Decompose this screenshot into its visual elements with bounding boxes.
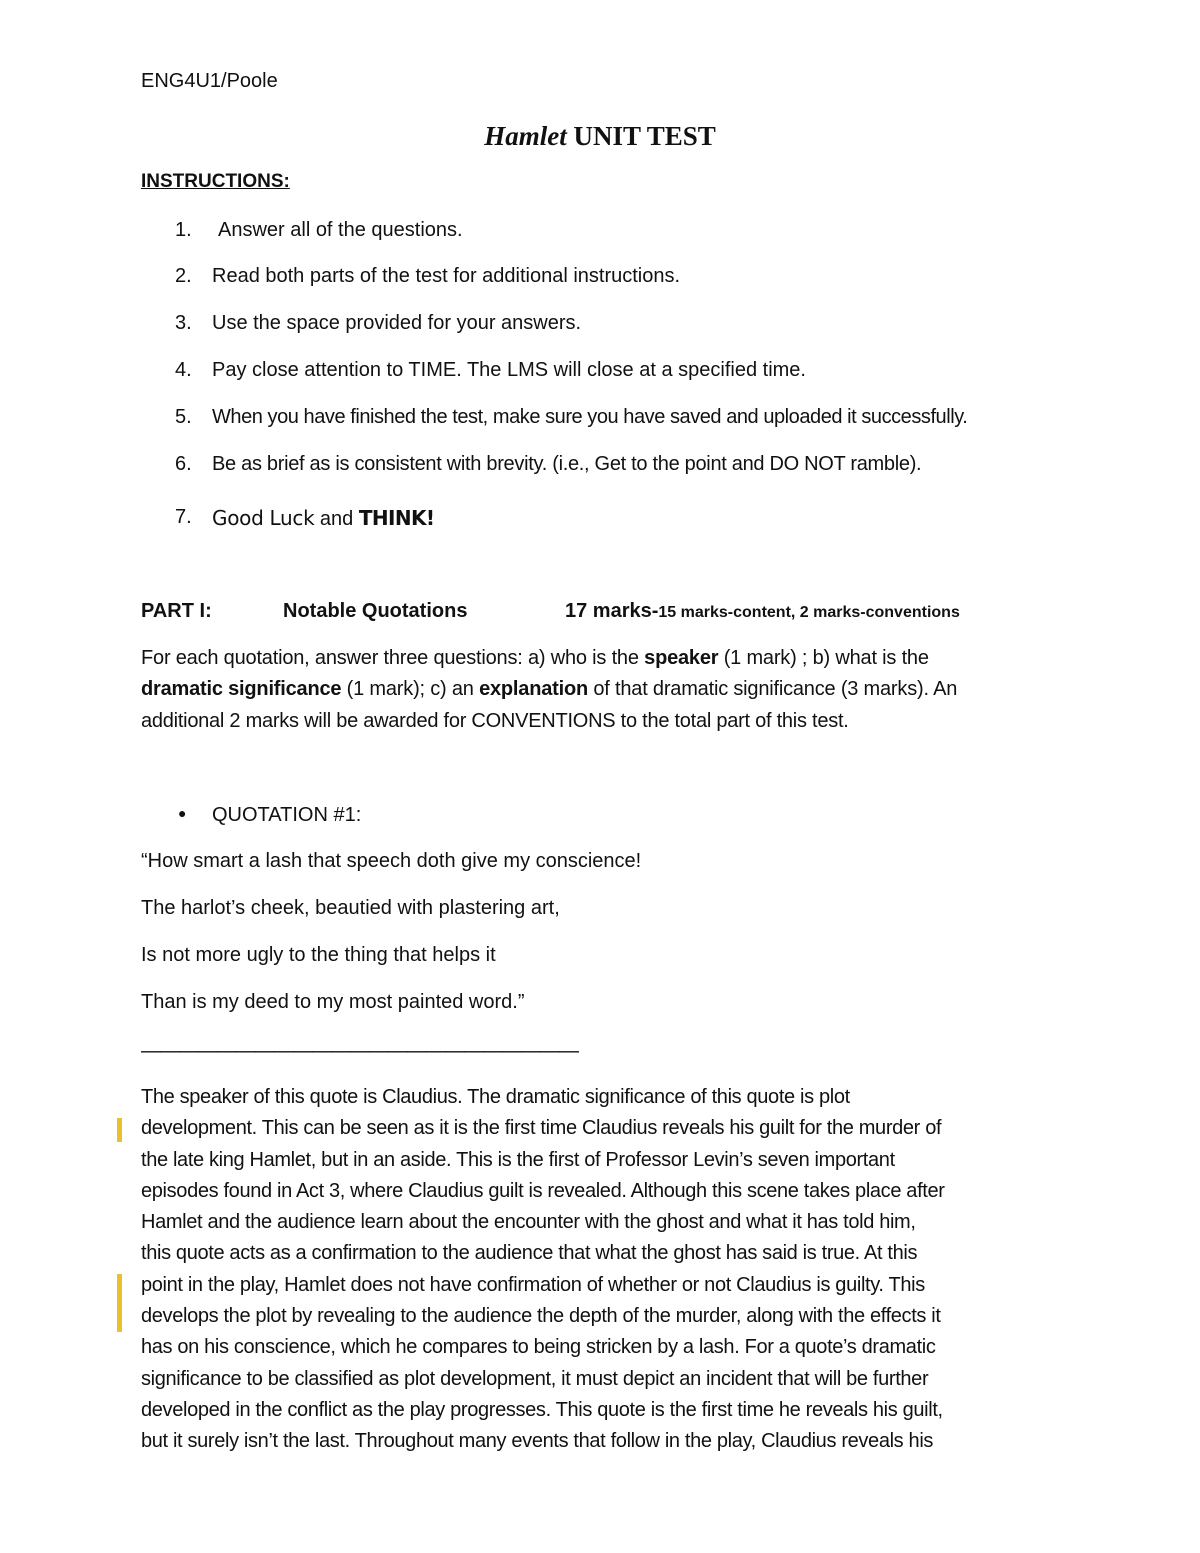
description-line: additional 2 marks will be awarded for CONVENTIONS to the total part of this test. [141, 709, 849, 732]
description-line: dramatic significance (1 mark); c) an explanation of that dramatic significance (3 marks). An [141, 678, 958, 701]
list-item-number: 5. [175, 406, 192, 428]
part-marks-total: 17 marks- [565, 600, 659, 622]
list-item-text: Be as brief as is consistent with brevity. (i.e., Get to the point and DO NOT ramble). [212, 453, 922, 475]
explanation-emphasis: explanation [479, 678, 588, 701]
list-item-number: 6. [175, 453, 192, 475]
comment-marker[interactable] [117, 1118, 122, 1142]
part-marks [565, 600, 960, 623]
title-play-name: Hamlet [484, 121, 567, 151]
answer-line: developed in the conflict as the play progresses. This quote is the first time he reveals his guilt, [141, 1398, 943, 1421]
answer-line: this quote acts as a confirmation to the audience that what the ghost has said is true. At this [141, 1242, 918, 1265]
good-luck-text: Good Luck [212, 506, 315, 530]
list-item-text: Answer all of the questions. [218, 219, 463, 241]
quote-line: The harlot’s cheek, beautied with plastering art, [141, 897, 560, 919]
instructions-heading: INSTRUCTIONS: [141, 171, 290, 192]
list-item-number: 4. [175, 359, 192, 381]
answer-line: point in the play, Hamlet does not have confirmation of whether or not Claudius is guilty. This [141, 1273, 925, 1296]
quote-line: Is not more ugly to the thing that helps it [141, 944, 496, 966]
quote-line: Than is my deed to my most painted word.” [141, 991, 525, 1013]
answer-line: the late king Hamlet, but in an aside. This is the first of Professor Levin’s seven important [141, 1148, 895, 1171]
list-item-text: Use the space provided for your answers. [212, 312, 582, 334]
answer-line: episodes found in Act 3, where Claudius guilt is revealed. Although this scene takes place after [141, 1179, 945, 1202]
list-item-number: 2. [175, 265, 192, 287]
answer-line: Hamlet and the audience learn about the encounter with the ghost and what it has told him, [141, 1211, 916, 1234]
part-name: Notable Quotations [283, 600, 468, 622]
description-line: For each quotation, answer three questions: a) who is the speaker (1 mark) ; b) what is the [141, 647, 929, 669]
course-header: ENG4U1/Poole [141, 70, 278, 92]
list-item-text: When you have finished the test, make sure you have saved and uploaded it successfully. [212, 406, 968, 428]
think-text: THINK! [358, 506, 435, 530]
answer-line: The speaker of this quote is Claudius. The dramatic significance of this quote is plot [141, 1086, 850, 1108]
dramatic-significance-emphasis: dramatic significance [141, 678, 342, 701]
answer-line: develops the plot by revealing to the audience the depth of the murder, along with the effects it [141, 1305, 941, 1328]
answer-line: but it surely isn’t the last. Throughout many events that follow in the play, Claudius reveals his [141, 1430, 934, 1453]
answer-paragraph [141, 1082, 945, 1458]
list-item-number: 7. [175, 506, 192, 528]
title-rest: UNIT TEST [566, 121, 716, 151]
and-text: and [314, 508, 359, 530]
bullet-icon: ● [178, 805, 187, 821]
answer-line: has on his conscience, which he compares to being stricken by a lash. For a quote’s dramatic [141, 1336, 936, 1359]
speaker-emphasis: speaker [644, 647, 719, 669]
answer-separator: ——————————————————————— [141, 1040, 578, 1062]
answer-line: significance to be classified as plot development, it must depict an incident that will be further [141, 1367, 929, 1390]
list-item-number: 1. [175, 219, 192, 241]
list-item-text [212, 506, 434, 531]
part-label: PART I: [141, 600, 212, 622]
part-description [141, 643, 957, 737]
list-item-number: 3. [175, 312, 192, 334]
part-marks-breakdown: 15 marks-content, 2 marks-conventions [658, 604, 960, 621]
page-title [0, 121, 1200, 152]
list-item-text: Read both parts of the test for additional instructions. [212, 265, 681, 287]
quotation-label: QUOTATION #1: [212, 804, 362, 826]
quote-line: “How smart a lash that speech doth give my conscience! [141, 850, 642, 872]
comment-marker[interactable] [117, 1274, 122, 1332]
list-item-text: Pay close attention to TIME. The LMS will close at a specified time. [212, 359, 806, 381]
answer-line: development. This can be seen as it is the first time Claudius reveals his guilt for the murder of [141, 1117, 942, 1140]
